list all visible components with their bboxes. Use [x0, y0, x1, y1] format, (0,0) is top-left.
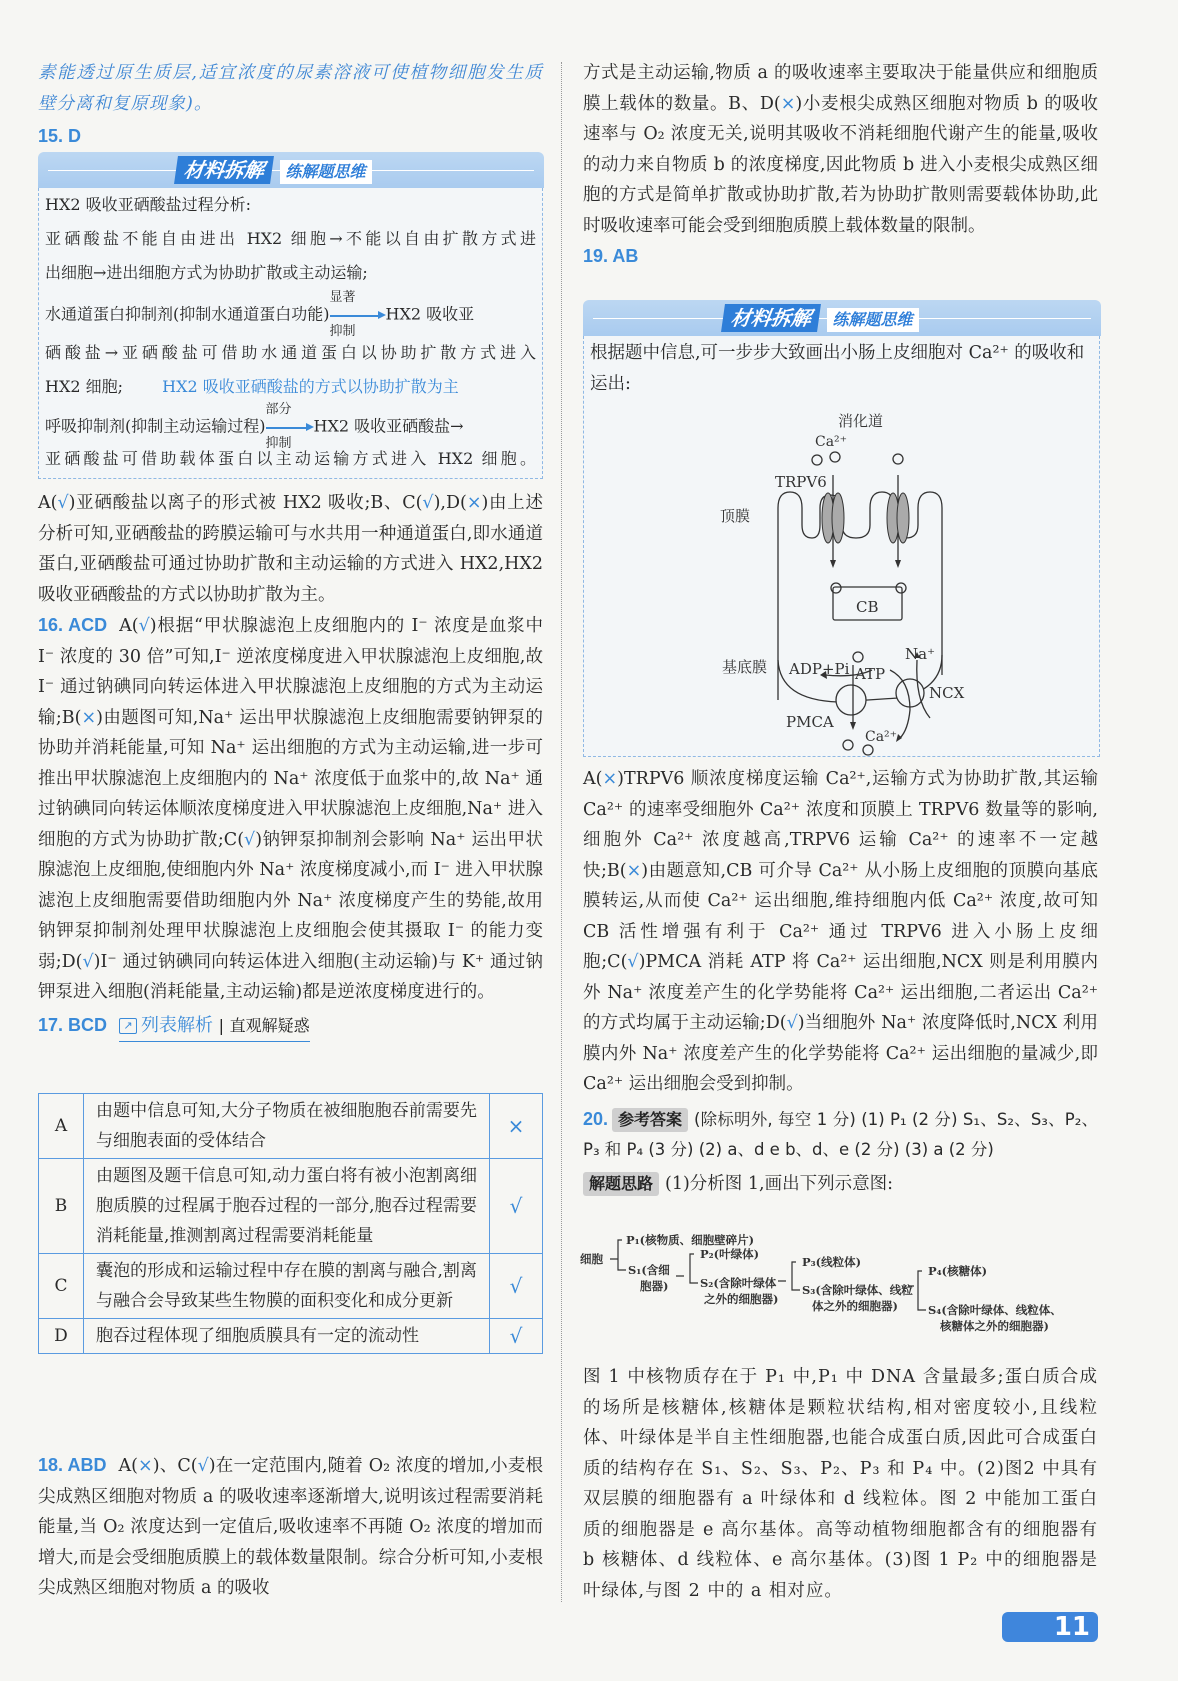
explanation-cell: 由题图及题干信息可知,动力蛋白将有被小泡割离细胞质膜的过程属于胞吞过程的一部分,胞吞过程需要消耗能量,推测割离过程需要消耗能量	[84, 1159, 490, 1254]
sodium-label: Na⁺	[905, 645, 935, 663]
box-line	[45, 402, 536, 451]
tree-root: 细胞	[580, 1252, 603, 1266]
q18-explanation: A(×)、C(√)在一定范围内,随着 O₂ 浓度的增加,小麦根尖成熟区细胞对物质 a 的吸收速率逐渐增大,说明该过程需要消耗能量,当 O₂ 浓度达到一定值后,吸收速率不再随 O₂ 浓度的增加而增大,而是会受细胞质膜上的载体数量限制。综合分析可知,小麦根尖成熟区细胞对物质 a 的吸收	[38, 1456, 543, 1598]
wrong-mark: ×	[626, 860, 642, 881]
q20-analysis-block	[583, 1362, 1098, 1606]
chart-trend-icon: ↗	[119, 1018, 137, 1034]
pmca-label: PMCA	[786, 713, 834, 731]
box-line	[45, 290, 536, 339]
explanation-cell: 囊泡的形成和运输过程中存在膜的割离与融合,割离与融合会导致某些生物膜的面积变化和成分更新	[84, 1254, 490, 1319]
tree-s1: S₁(含细	[628, 1263, 670, 1277]
option-cell: B	[39, 1159, 84, 1254]
apical-membrane-label: 顶膜	[720, 507, 751, 525]
box-text: HX2 细胞;	[45, 377, 124, 396]
arrow-label-top: 部分	[265, 402, 292, 417]
pmca-pump	[836, 685, 866, 715]
lumen-label: 消化道	[838, 412, 884, 430]
wrong-mark: ×	[780, 93, 796, 114]
correct-mark: √	[57, 493, 69, 513]
q20-answer: (除标明外, 每空 1 分) (1) P₁ (2 分) S₁、S₂、S₃、P₂、P₃ 和 P₄ (3 分) (2) a、d e b、d、e (2 分) (3) a (2 分)	[583, 1109, 1098, 1159]
arrow-label-top: 显著	[329, 290, 356, 305]
inhibition-arrow	[265, 402, 314, 451]
inhibition-arrow	[329, 290, 386, 339]
atp-label: ATP	[855, 665, 886, 683]
q17-tag-subtitle: 直观解疑惑	[229, 1015, 310, 1035]
wrong-mark: ×	[466, 493, 482, 513]
page-number: 11	[1002, 1612, 1098, 1642]
box-text: HX2 吸收亚	[385, 304, 475, 324]
q16-explanation: A(√)根据“甲状腺滤泡上皮细胞内的 I⁻ 浓度是血浆中 I⁻ 浓度的 30 倍”可知,I⁻ 逆浓度梯度进入甲状腺滤泡上皮细胞,故 I⁻ 通过钠碘同向转运体进入甲状腺滤泡上皮细胞的方式为主动运输;B(×)由题图可知,Na⁺ 运出甲状腺滤泡上皮细胞需要钠钾泵的协助并消耗能量,可知 Na⁺ 运出细胞的方式为主动运输,进一步可推出甲状腺滤泡上皮细胞内的 Na⁺ 浓度低于血浆中的,故 Na⁺ 通过钠碘同向转运体顺浓度梯度进入甲状腺滤泡上皮细胞,Na⁺ 进入细胞的方式为协助扩散;C(√)钠钾泵抑制剂会影响 Na⁺ 运出甲状腺滤泡上皮细胞,使细胞内外 Na⁺ 浓度梯度减小,而 I⁻ 进入甲状腺滤泡上皮细胞需要借助细胞内外 Na⁺ 浓度梯度产生的势能,故用钠钾泵抑制剂处理甲状腺滤泡上皮细胞会使其摄取 I⁻ 的能力变弱;D(√)I⁻ 通过钠碘同向转运体进入细胞(主动运输)与 K⁺ 通过钠钾泵进入细胞(消耗能量,主动运输)都是逆浓度梯度进行的。	[38, 616, 543, 1002]
cb-label: CB	[856, 598, 879, 616]
box-title: 材料拆解	[174, 156, 274, 184]
correct-mark: √	[244, 829, 256, 850]
tree-p2: P₂(叶绿体)	[700, 1247, 760, 1261]
tree-s4-cont: 核糖体之外的细胞器)	[940, 1319, 1049, 1333]
adp-label: ADP+Pi	[789, 660, 850, 678]
calcium-transport-diagram	[580, 400, 1100, 760]
box-text: 呼吸抑制剂(抑制主动运输过程)	[45, 416, 266, 436]
left-column-answers	[38, 488, 543, 1042]
calcium-label: Ca²⁺	[815, 434, 848, 450]
correct-mark: √	[197, 1456, 209, 1476]
basal-membrane-label: 基底膜	[722, 658, 768, 676]
ncx-label: NCX	[929, 684, 965, 702]
q15-analysis-box	[38, 158, 543, 479]
table-row	[39, 1254, 543, 1319]
intro-text: 素能透过原生质层,适宜浓度的尿素溶液可使植物细胞发生质壁分离和复原现象)。	[38, 63, 543, 114]
correct-mark: √	[786, 1013, 798, 1033]
box-line: 出细胞→进出细胞方式为协助扩散或主动运输;	[45, 263, 368, 282]
q17-table	[38, 1093, 543, 1354]
left-column	[38, 58, 543, 152]
option-cell: C	[39, 1254, 84, 1319]
idea-tag: 解题思路	[583, 1172, 659, 1196]
box-line: 亚硒酸盐不能自由进出 HX2 细胞→不能以自由扩散方式进	[45, 229, 536, 248]
trpv6-label: TRPV6	[775, 473, 827, 491]
tree-s3: S₃(含除叶绿体、线粒	[802, 1283, 913, 1297]
wrong-mark: ×	[138, 1456, 153, 1476]
column-divider	[561, 62, 562, 1602]
calcium-out-label: Ca²⁺	[865, 729, 898, 745]
correct-mark: √	[138, 616, 150, 636]
wrong-mark: ×	[81, 707, 97, 728]
option-cell: D	[39, 1319, 84, 1354]
q17-label: 17. BCD	[38, 1014, 108, 1035]
q18-explanation-continued: 方式是主动运输,物质 a 的吸收速率主要取决于能量供应和细胞质膜上载体的数量。B、D(×)小麦根尖成熟区细胞对物质 b 的吸收速率与 O₂ 浓度无关,说明其吸收不消耗细胞代谢产生的能量,吸收的动力来自物质 b 的浓度梯度,因此物质 b 进入小麦根尖成熟区细胞的方式是简单扩散或协助扩散,若为协助扩散则需要载体协助,此时吸收速率可能会受到细胞质膜上载体数量的限制。	[583, 63, 1099, 236]
box-line: HX2 吸收亚硒酸盐过程分析:	[45, 195, 252, 214]
arrow-label-bottom: 抑制	[265, 436, 292, 451]
q15-explanation: A(√)亚硒酸盐以离子的形式被 HX2 吸收;B、C(√),D(×)由上述分析可知,亚硒酸盐的跨膜运输可与水共用一种通道蛋白,即水通道蛋白,亚硒酸盐可通过协助扩散和主动运输的方式进入 HX2,HX2 吸收亚硒酸盐的方式以协助扩散为主。	[38, 493, 543, 605]
result-cell: √	[490, 1319, 543, 1354]
box-text: HX2 吸收亚硒酸盐→	[313, 416, 464, 436]
q19-explanation: A(×)TRPV6 顺浓度梯度运输 Ca²⁺,运输方式为协助扩散,其运输 Ca²⁺ 的速率受细胞外 Ca²⁺ 浓度和顶膜上 TRPV6 数量等的影响,细胞外 Ca²⁺ 浓度越高,TRPV6 运输 Ca²⁺ 的速率不一定越快;B(×)由题意知,CB 可介导 Ca²⁺ 从小肠上皮细胞的顶膜向基底膜转运,从而使 Ca²⁺ 运出细胞,维持细胞内低 Ca²⁺ 浓度,故可知 CB 活性增强有利于 Ca²⁺ 通过 TRPV6 进入小肠上皮细胞;C(√)PMCA 消耗 ATP 将 Ca²⁺ 运出细胞,NCX 则是利用膜内外 Na⁺ 浓度差产生的化学势能将 Ca²⁺ 运出细胞,二者运出 Ca²⁺ 的方式均属于主动运输;D(√)当细胞外 Na⁺ 浓度降低时,NCX 利用膜内外 Na⁺ 浓度差产生的化学势能将 Ca²⁺ 运出细胞的量减少,即 Ca²⁺ 运出细胞会受到抑制。	[583, 769, 1098, 1094]
tree-s2: S₂(含除叶绿体	[700, 1276, 777, 1290]
table-row	[39, 1319, 543, 1354]
q17-tag: ↗ 列表解析 | 直观解疑惑	[119, 1011, 310, 1043]
box-title: 材料拆解	[721, 304, 821, 332]
table-row	[39, 1094, 543, 1159]
q18-block	[38, 1450, 543, 1604]
box-note: HX2 吸收亚硒酸盐的方式以协助扩散为主	[162, 377, 459, 396]
arrow-label-bottom: 抑制	[329, 324, 356, 339]
fractionation-tree	[580, 1228, 1100, 1338]
explanation-cell: 由题中信息可知,大分子物质在被细胞胞吞前需要先与细胞表面的受体结合	[84, 1094, 490, 1159]
right-column	[583, 58, 1098, 272]
box-text: 水通道蛋白抑制剂(抑制水通道蛋白功能)	[45, 304, 330, 324]
tree-s1-cont: 胞器)	[640, 1279, 669, 1293]
q19-label: 19. AB	[583, 246, 639, 266]
box-subtitle: 练解题思维	[827, 308, 919, 332]
box-line: 硒酸盐→亚硒酸盐可借助水通道蛋白以协助扩散方式进入	[45, 343, 536, 362]
result-cell: √	[490, 1254, 543, 1319]
box-line: 亚硒酸盐可借助载体蛋白以主动运输方式进入 HX2 细胞。	[45, 449, 536, 468]
tree-p1: P₁(核物质、细胞壁碎片)	[626, 1233, 755, 1247]
explanation-cell: 胞吞过程体现了细胞质膜具有一定的流动性	[84, 1319, 490, 1354]
correct-mark: √	[627, 952, 639, 972]
table-row	[39, 1159, 543, 1254]
q20-analysis: 图 1 中核物质存在于 P₁ 中,P₁ 中 DNA 含量最多;蛋白质合成的场所是核糖体,核糖体是颗粒状结构,相对密度较小,且线粒体、叶绿体是半自主性细胞器,也能合成蛋白质,因此可合成蛋白质的结构存在 S₁、S₂、S₃、P₂、P₃ 和 P₄ 中。(2)图2 中具有双层膜的细胞器有 a 叶绿体和 d 线粒体。图 2 中能加工蛋白质的细胞器是 e 高尔基体。高等动植物细胞都含有的细胞器有 b 核糖体、d 线粒体、e 高尔基体。(3)图 1 P₂ 中的细胞器是叶绿体,与图 2 中的 a 相对应。	[583, 1367, 1098, 1601]
idea-intro: (1)分析图 1,画出下列示意图:	[665, 1173, 893, 1194]
tree-s4: S₄(含除叶绿体、线粒体、	[928, 1303, 1062, 1317]
q15-label: 15. D	[38, 126, 82, 146]
correct-mark: √	[422, 493, 434, 513]
wrong-mark: ×	[602, 769, 618, 789]
box-text: 根据题中信息,可一步步大致画出小肠上皮细胞对 Ca²⁺ 的吸收和运出:	[590, 343, 1085, 394]
option-cell: A	[39, 1094, 84, 1159]
tree-p3: P₃(线粒体)	[802, 1255, 862, 1269]
answer-tag: 参考答案	[612, 1108, 688, 1132]
tree-p4: P₄(核糖体)	[928, 1264, 988, 1278]
tree-s3-cont: 体之外的细胞器)	[812, 1299, 898, 1313]
q18-label: 18. ABD	[38, 1455, 107, 1475]
correct-mark: √	[82, 951, 94, 972]
box-subtitle: 练解题思维	[280, 160, 372, 184]
box-line	[45, 374, 536, 397]
box-header	[38, 152, 544, 188]
box-header	[583, 300, 1101, 336]
q17-tag-title: 列表解析	[141, 1014, 214, 1036]
q19-explanation-block	[583, 764, 1098, 1199]
q16-label: 16. ACD	[38, 615, 108, 635]
q20-label: 20.	[583, 1108, 609, 1129]
result-cell: √	[490, 1159, 543, 1254]
result-cell: ×	[490, 1094, 543, 1159]
tree-s2-cont: 之外的细胞器)	[704, 1292, 779, 1306]
